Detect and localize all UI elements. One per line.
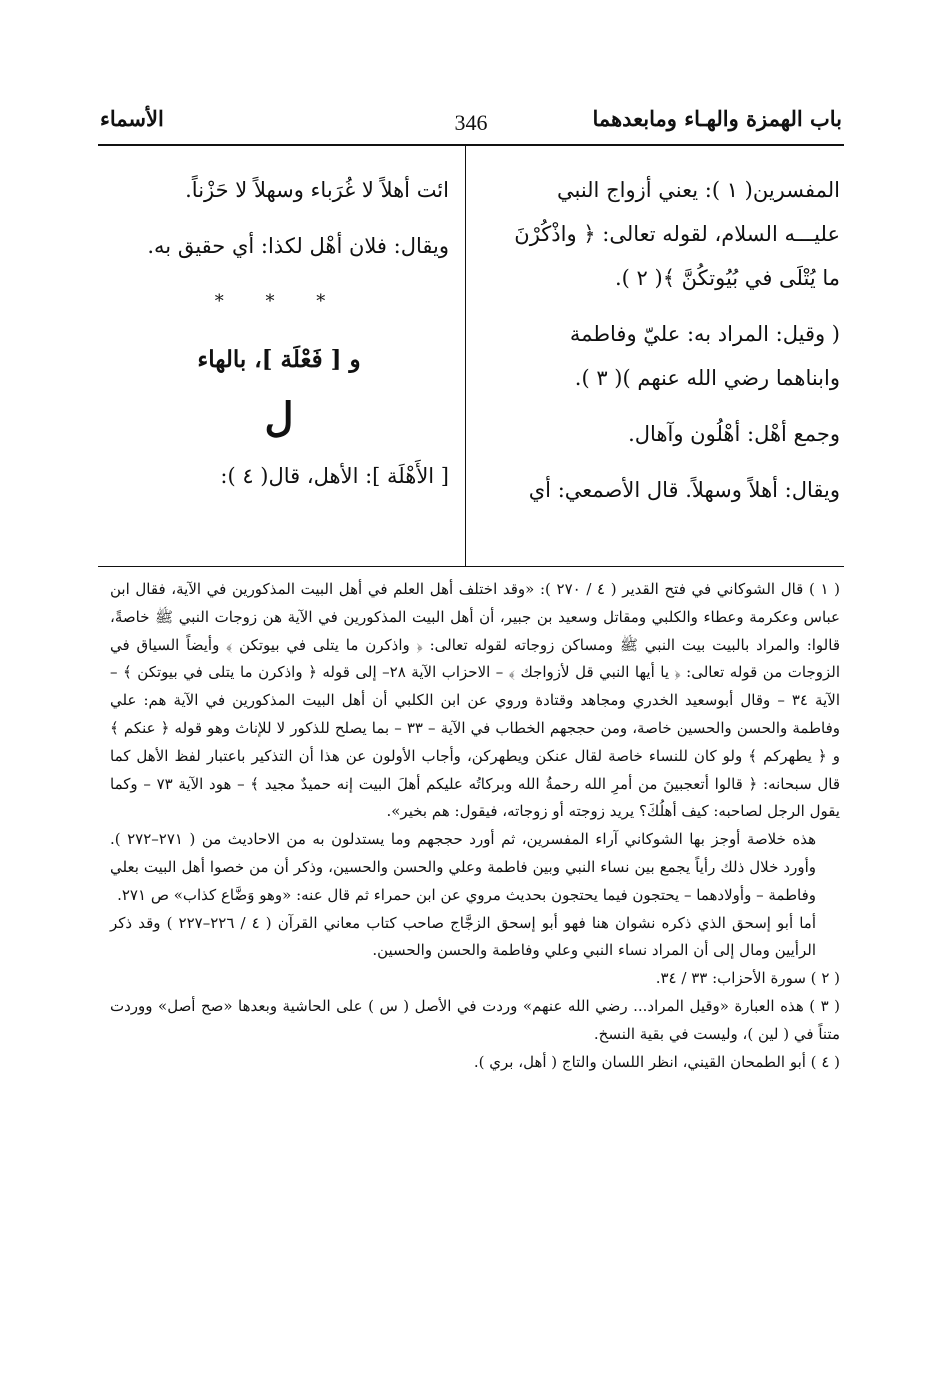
- footnote-1-continuation: أما أبو إسحق الذي ذكره نشوان هنا فهو أبو إسحق الزجَّاج صاحب كتاب معاني القرآن ( ٤ / ٢٢٦–٢٢٧ ) وقد ذكر الرأيين ومال إلى أن المراد نساء النبي وعلي وفاطمة والحسن والحسين.: [110, 913, 817, 960]
- letter-heading: ل: [264, 394, 294, 441]
- text-paragraph: ويقال: أهلاً وسهلاً. قال الأصمعي: أي: [528, 478, 840, 502]
- section-heading: و [ فَعْلَة ]، بالهاء: [197, 346, 361, 373]
- text-paragraph: المفسرين( ١ ): يعني أزواج النبي عليـــه السلام، لقوله تعالى: ﴿ واذْكُرْنَ ما يُتْلَى في بُيُوتكُنَّ ﴾( ٢ ).: [514, 178, 840, 290]
- text-paragraph: ( وقيل: المراد به: عليّ وفاطمة وابناهما رضي الله عنهم )( ٣ ).: [569, 322, 840, 390]
- footnote-3: ( ٣ ) هذه العبارة «وقيل المراد... رضي الله عنهم» وردت في الأصل ( س ) على الحاشية وبعدها «صح أصل» ووردت متناً في ( لين )، وليست في بقية النسخ.: [110, 996, 841, 1043]
- footnote-1: ( ١ ) قال الشوكاني في فتح القدير ( ٤ / ٢٧٠ ): «وقد اختلف أهل العلم في أهل البيت المذكورين في الآية، فقال ابن عباس وعكرمة وعطاء والكلبي ومقاتل وسعيد بن جبير، أن أهل البيت المذكورين في الآية هن زوجات النبي ﷺ خاصةً، قالوا: والمراد بالبيت بيت النبي ﷺ ومساكن زوجاته لقوله تعالى: ﴿ واذكرن ما يتلى في بيوتكن ﴾ وأيضاً السياق في الزوجات من قوله تعالى: ﴿ يا أيها النبي قل لأزواجك ﴾ – الاحزاب الآية ٢٨– إلى قوله ﴿ واذكرن ما يتلى في بيوتكن ﴾ – الآية ٣٤ – وقال أبوسعيد الخدري ومجاهد وقتادة وروي عن ابن الكلبي أن أهل البيت المذكورين في الآية هم: علي وفاطمة والحسن والحسين خاصة، ومن حججهم الخطاب في الآية – ٣٣ – بما يصلح للذكور لا للإناث وهو قوله ﴿ عنكم ﴾ و ﴿ يطهركم ﴾ ولو كان للنساء خاصة لقال عنكن ويطهركن، وأجاب الأولون عن هذا أن التذكير باعتبار لفظ الأهل كما قال سبحانه: ﴿ قالوا أتعجبينَ من أمرِ الله رحمةُ الله وبركاتُه عليكم أهلَ البيت إنه حميدٌ مجيد ﴾ – هود الآية ٧٣ – وكما يقول الرجل لصاحبه: كيف أهلُكَ؟ يريد زوجته أو زوجاته، فيقول: هم بخير».: [110, 580, 841, 821]
- footnote-2: ( ٢ ) سورة الأحزاب: ٣٣ / ٣٤.: [655, 969, 840, 988]
- entry-headword: [ الأَهْلَة ]: الأهل، قال( ٤ ):: [220, 464, 449, 488]
- footnote-1-continuation: هذه خلاصة أوجز بها الشوكاني آراء المفسرين، ثم أورد حججهم وما يستدلون به من الاحاديث من ( ٢٧١–٢٧٢ ). وأورد خلال ذلك رأياً يجمع بين نساء النبي وبين فاطمة وعلي والحسن والحسين، وذكر أن من خصوا أهل البيت بعلي وفاطمة – وأولادهما – يحتجون فيما يحتجون بحديث مروي عن ابن حمراء ثم قال عنه: «وهو وَضَّاع كذاب» ص ٢٧١.: [110, 830, 816, 904]
- right-column: [500, 168, 840, 524]
- column-separator: [465, 146, 466, 566]
- footnotes: [110, 576, 840, 1076]
- text-paragraph: ويقال: فلان أهْل لكذا: أي حقيق به.: [147, 234, 449, 258]
- left-column: [109, 168, 449, 510]
- page-number: 346: [454, 110, 488, 135]
- footnote-4: ( ٤ ) أبو الطمحان القيني، انظر اللسان والتاج ( أهل، بري ).: [473, 1052, 840, 1071]
- running-title-chapter: باب الهمزة والهـاء ومابعدهما: [592, 106, 842, 131]
- page-header: [100, 100, 842, 142]
- header-rule: [98, 144, 844, 146]
- running-title-section: الأسماء: [100, 106, 164, 131]
- text-paragraph: وجمع أهْل: أهْلُون وآهال.: [628, 422, 840, 446]
- section-divider-stars: * * *: [214, 291, 344, 312]
- footnote-rule: [98, 566, 844, 567]
- text-paragraph: ائت أهلاً لا غُرَباء وسهلاً لا حَزْناً.: [185, 178, 449, 202]
